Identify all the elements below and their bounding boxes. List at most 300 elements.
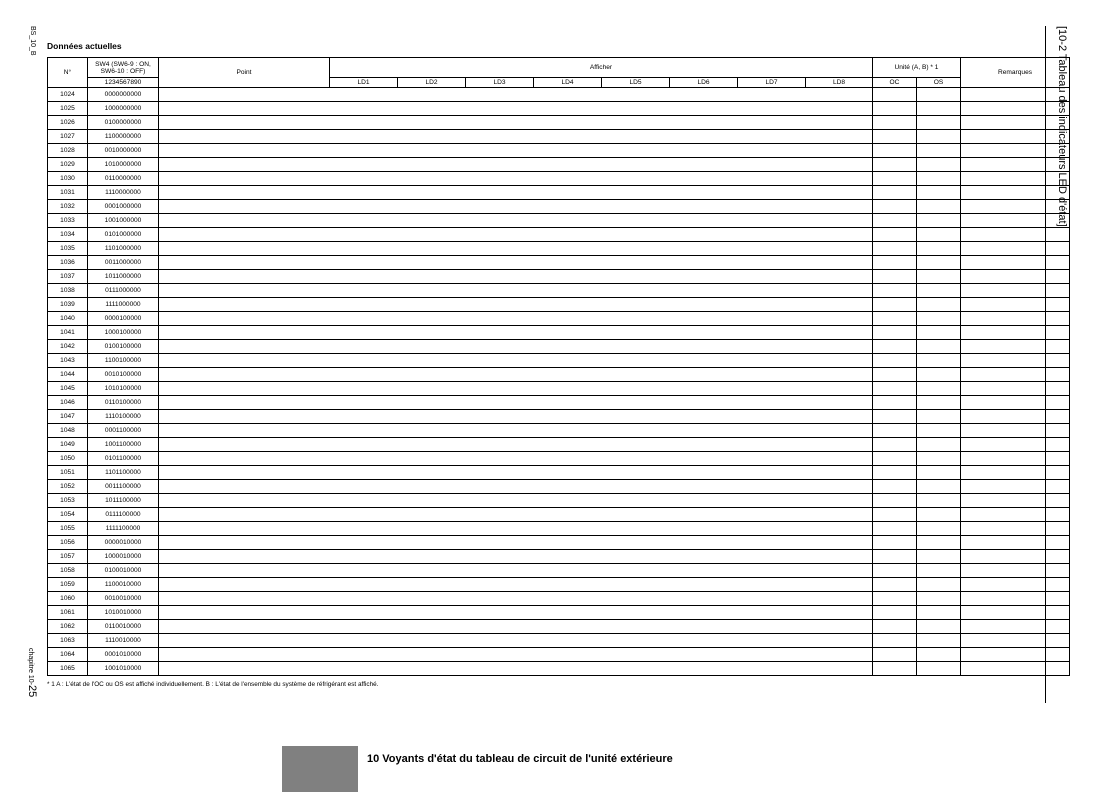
row-remarks-cell [961,620,1070,634]
table-row [48,102,1070,116]
row-remarks-cell [961,270,1070,284]
row-switch-setting: 0010000000 [88,144,159,158]
row-os-cell [917,550,961,564]
row-number: 1053 [48,494,88,508]
row-os-cell [917,256,961,270]
margin-divider [1045,26,1046,703]
table-row [48,606,1070,620]
row-point-cell [159,326,873,340]
header-led: LD2 [398,78,466,88]
row-remarks-cell [961,606,1070,620]
row-remarks-cell [961,200,1070,214]
row-number: 1064 [48,648,88,662]
row-point-cell [159,256,873,270]
row-switch-setting: 1001100000 [88,438,159,452]
row-point-cell [159,186,873,200]
header-display: Afficher [330,58,873,78]
row-number: 1049 [48,438,88,452]
row-oc-cell [873,578,917,592]
row-oc-cell [873,480,917,494]
row-oc-cell [873,102,917,116]
row-point-cell [159,284,873,298]
row-number: 1050 [48,452,88,466]
table-row [48,88,1070,102]
row-os-cell [917,312,961,326]
row-number: 1062 [48,620,88,634]
row-number: 1033 [48,214,88,228]
row-number: 1042 [48,340,88,354]
row-os-cell [917,158,961,172]
table-row [48,214,1070,228]
row-oc-cell [873,410,917,424]
row-os-cell [917,228,961,242]
row-number: 1028 [48,144,88,158]
table-row [48,452,1070,466]
table-row [48,620,1070,634]
row-switch-setting: 1000100000 [88,326,159,340]
document-code: BS_10_B [29,26,36,56]
row-oc-cell [873,200,917,214]
table-row [48,438,1070,452]
row-point-cell [159,242,873,256]
table-body [48,88,1070,676]
table-row [48,508,1070,522]
header-led: LD3 [466,78,534,88]
table-row [48,298,1070,312]
row-oc-cell [873,242,917,256]
row-remarks-cell [961,494,1070,508]
row-number: 1039 [48,298,88,312]
row-oc-cell [873,424,917,438]
row-os-cell [917,88,961,102]
table-row [48,354,1070,368]
row-oc-cell [873,592,917,606]
row-os-cell [917,382,961,396]
row-switch-setting: 0100100000 [88,340,159,354]
row-number: 1059 [48,578,88,592]
row-oc-cell [873,508,917,522]
table-row [48,326,1070,340]
row-number: 1037 [48,270,88,284]
header-led: LD1 [330,78,398,88]
row-os-cell [917,144,961,158]
header-number: N° [48,58,88,88]
row-number: 1035 [48,242,88,256]
table-row [48,522,1070,536]
table-row [48,494,1070,508]
row-number: 1036 [48,256,88,270]
table-row [48,116,1070,130]
row-oc-cell [873,144,917,158]
row-os-cell [917,648,961,662]
row-oc-cell [873,466,917,480]
row-remarks-cell [961,452,1070,466]
header-point: Point [159,58,330,88]
row-oc-cell [873,382,917,396]
row-oc-cell [873,158,917,172]
row-oc-cell [873,522,917,536]
row-switch-setting: 0111100000 [88,508,159,522]
page-number: 25 [26,684,38,698]
row-remarks-cell [961,592,1070,606]
row-point-cell [159,508,873,522]
row-os-cell [917,536,961,550]
table-row [48,592,1070,606]
row-switch-setting: 0110010000 [88,620,159,634]
header-led: LD7 [738,78,806,88]
row-number: 1051 [48,466,88,480]
table-row [48,480,1070,494]
row-number: 1034 [48,228,88,242]
row-point-cell [159,536,873,550]
row-os-cell [917,298,961,312]
row-number: 1041 [48,326,88,340]
row-number: 1032 [48,200,88,214]
header-led: LD5 [602,78,670,88]
row-point-cell [159,424,873,438]
table-row [48,466,1070,480]
row-remarks-cell [961,326,1070,340]
row-switch-setting: 0110000000 [88,172,159,186]
row-point-cell [159,606,873,620]
row-remarks-cell [961,480,1070,494]
row-remarks-cell [961,172,1070,186]
row-point-cell [159,578,873,592]
row-switch-setting: 0010100000 [88,368,159,382]
row-oc-cell [873,438,917,452]
row-point-cell [159,312,873,326]
row-oc-cell [873,284,917,298]
header-oc: OC [873,78,917,88]
row-point-cell [159,144,873,158]
row-os-cell [917,494,961,508]
row-os-cell [917,186,961,200]
row-oc-cell [873,452,917,466]
row-point-cell [159,228,873,242]
row-number: 1038 [48,284,88,298]
row-oc-cell [873,228,917,242]
row-point-cell [159,158,873,172]
table-row [48,256,1070,270]
table-row [48,200,1070,214]
row-os-cell [917,606,961,620]
row-point-cell [159,396,873,410]
row-oc-cell [873,494,917,508]
row-os-cell [917,214,961,228]
table-row [48,648,1070,662]
header-remarks: Remarques [961,58,1070,88]
table-row [48,550,1070,564]
row-switch-setting: 1101000000 [88,242,159,256]
row-oc-cell [873,606,917,620]
row-os-cell [917,480,961,494]
row-point-cell [159,382,873,396]
row-os-cell [917,326,961,340]
row-os-cell [917,130,961,144]
row-os-cell [917,116,961,130]
row-switch-setting: 0001010000 [88,648,159,662]
table-row [48,410,1070,424]
row-oc-cell [873,116,917,130]
table-row [48,578,1070,592]
row-os-cell [917,662,961,676]
row-number: 1044 [48,368,88,382]
row-number: 1057 [48,550,88,564]
row-os-cell [917,270,961,284]
row-switch-setting: 1001000000 [88,214,159,228]
row-switch-setting: 0000000000 [88,88,159,102]
table-row [48,396,1070,410]
header-led: LD4 [534,78,602,88]
row-switch-setting: 0101000000 [88,228,159,242]
header-os: OS [917,78,961,88]
row-point-cell [159,438,873,452]
row-switch-setting: 0000010000 [88,536,159,550]
chapter-tab-block [282,746,358,792]
row-number: 1031 [48,186,88,200]
row-oc-cell [873,620,917,634]
footnote: * 1 A : L'état de l'OC ou OS est affiché individuellement. B : L'état de l'ensemble du système de réfrigérant est affiché. [47,681,379,688]
row-point-cell [159,270,873,284]
row-point-cell [159,368,873,382]
row-remarks-cell [961,312,1070,326]
running-header: [10-2 Tableau des indicateurs LED d'état] [1056,26,1068,227]
row-point-cell [159,214,873,228]
row-os-cell [917,452,961,466]
row-remarks-cell [961,186,1070,200]
row-switch-setting: 1110000000 [88,186,159,200]
row-point-cell [159,298,873,312]
row-oc-cell [873,130,917,144]
row-remarks-cell [961,130,1070,144]
row-os-cell [917,438,961,452]
row-switch-setting: 0100000000 [88,116,159,130]
row-oc-cell [873,312,917,326]
row-point-cell [159,648,873,662]
table-row [48,368,1070,382]
row-point-cell [159,130,873,144]
row-number: 1047 [48,410,88,424]
header-unit: Unité (A, B) * 1 [873,58,961,78]
row-oc-cell [873,326,917,340]
row-remarks-cell [961,256,1070,270]
row-remarks-cell [961,158,1070,172]
row-number: 1024 [48,88,88,102]
row-remarks-cell [961,242,1070,256]
table-header-row [48,58,1070,78]
row-os-cell [917,466,961,480]
row-number: 1055 [48,522,88,536]
header-led: LD6 [670,78,738,88]
row-number: 1026 [48,116,88,130]
row-os-cell [917,564,961,578]
row-point-cell [159,354,873,368]
row-number: 1029 [48,158,88,172]
row-remarks-cell [961,354,1070,368]
row-point-cell [159,592,873,606]
row-remarks-cell [961,382,1070,396]
row-point-cell [159,662,873,676]
table-row [48,662,1070,676]
row-remarks-cell [961,368,1070,382]
row-remarks-cell [961,634,1070,648]
row-number: 1027 [48,130,88,144]
row-os-cell [917,410,961,424]
row-number: 1040 [48,312,88,326]
page-reference [26,648,38,697]
row-switch-setting: 0000100000 [88,312,159,326]
chapter-title: 10 Voyants d'état du tableau de circuit de l'unité extérieure [367,753,673,765]
page-reference-label: chapitre 10- [27,648,34,685]
row-remarks-cell [961,648,1070,662]
row-number: 1046 [48,396,88,410]
row-remarks-cell [961,550,1070,564]
row-switch-setting: 1111100000 [88,522,159,536]
row-switch-setting: 1110100000 [88,410,159,424]
led-status-table [47,57,1070,676]
row-os-cell [917,424,961,438]
row-switch-setting: 1011000000 [88,270,159,284]
row-switch-setting: 1011100000 [88,494,159,508]
row-os-cell [917,102,961,116]
table-row [48,242,1070,256]
row-number: 1054 [48,508,88,522]
row-switch-setting: 0110100000 [88,396,159,410]
row-oc-cell [873,648,917,662]
row-os-cell [917,368,961,382]
header-switch-digits: 1234567890 [88,78,159,88]
table-row [48,424,1070,438]
row-os-cell [917,284,961,298]
row-remarks-cell [961,522,1070,536]
row-os-cell [917,396,961,410]
row-number: 1048 [48,424,88,438]
row-number: 1045 [48,382,88,396]
row-point-cell [159,620,873,634]
row-remarks-cell [961,662,1070,676]
row-number: 1043 [48,354,88,368]
table-row [48,270,1070,284]
row-point-cell [159,410,873,424]
table-row [48,536,1070,550]
row-remarks-cell [961,102,1070,116]
table-row [48,158,1070,172]
table-row [48,228,1070,242]
row-point-cell [159,340,873,354]
row-oc-cell [873,662,917,676]
row-remarks-cell [961,144,1070,158]
row-oc-cell [873,354,917,368]
row-oc-cell [873,396,917,410]
row-os-cell [917,242,961,256]
row-os-cell [917,200,961,214]
section-title: Données actuelles [47,41,122,51]
row-remarks-cell [961,284,1070,298]
row-switch-setting: 1100100000 [88,354,159,368]
row-number: 1065 [48,662,88,676]
row-remarks-cell [961,116,1070,130]
row-switch-setting: 1100010000 [88,578,159,592]
row-remarks-cell [961,424,1070,438]
row-switch-setting: 1000010000 [88,550,159,564]
row-remarks-cell [961,508,1070,522]
row-oc-cell [873,634,917,648]
row-number: 1056 [48,536,88,550]
row-switch-setting: 1001010000 [88,662,159,676]
row-remarks-cell [961,466,1070,480]
table-row [48,284,1070,298]
table-row [48,382,1070,396]
row-number: 1030 [48,172,88,186]
row-remarks-cell [961,564,1070,578]
row-switch-setting: 0011100000 [88,480,159,494]
row-os-cell [917,340,961,354]
row-os-cell [917,634,961,648]
table-row [48,312,1070,326]
row-point-cell [159,466,873,480]
row-point-cell [159,88,873,102]
row-oc-cell [873,298,917,312]
row-number: 1061 [48,606,88,620]
row-remarks-cell [961,438,1070,452]
row-switch-setting: 1101100000 [88,466,159,480]
row-os-cell [917,172,961,186]
row-point-cell [159,452,873,466]
table-row [48,172,1070,186]
row-switch-setting: 1010100000 [88,382,159,396]
row-oc-cell [873,214,917,228]
header-led: LD8 [806,78,873,88]
row-point-cell [159,494,873,508]
row-switch-setting: 0100010000 [88,564,159,578]
row-remarks-cell [961,214,1070,228]
row-remarks-cell [961,410,1070,424]
row-point-cell [159,522,873,536]
row-os-cell [917,578,961,592]
row-os-cell [917,354,961,368]
row-switch-setting: 1010000000 [88,158,159,172]
row-remarks-cell [961,536,1070,550]
row-remarks-cell [961,228,1070,242]
row-oc-cell [873,256,917,270]
table-row [48,634,1070,648]
row-number: 1025 [48,102,88,116]
header-switch: SW4 (SW6-9 : ON, SW6-10 : OFF) [88,58,159,78]
row-point-cell [159,634,873,648]
row-remarks-cell [961,340,1070,354]
row-point-cell [159,550,873,564]
row-switch-setting: 1000000000 [88,102,159,116]
row-switch-setting: 0111000000 [88,284,159,298]
row-oc-cell [873,340,917,354]
row-switch-setting: 0001100000 [88,424,159,438]
row-remarks-cell [961,578,1070,592]
row-remarks-cell [961,396,1070,410]
row-oc-cell [873,564,917,578]
row-number: 1058 [48,564,88,578]
row-remarks-cell [961,88,1070,102]
row-os-cell [917,522,961,536]
row-point-cell [159,102,873,116]
row-switch-setting: 1110010000 [88,634,159,648]
row-os-cell [917,592,961,606]
row-point-cell [159,480,873,494]
row-oc-cell [873,550,917,564]
row-os-cell [917,620,961,634]
row-switch-setting: 1010010000 [88,606,159,620]
row-switch-setting: 0101100000 [88,452,159,466]
row-oc-cell [873,172,917,186]
